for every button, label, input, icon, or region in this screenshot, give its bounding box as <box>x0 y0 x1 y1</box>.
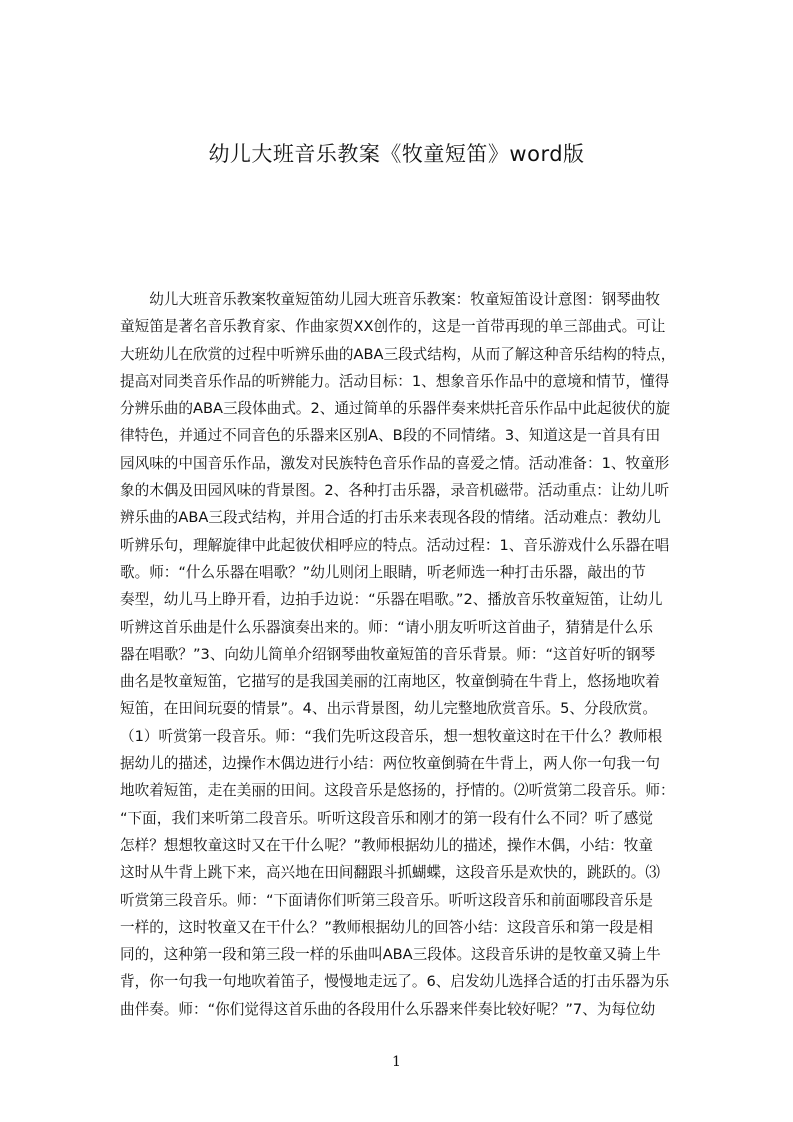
body-text-line: 分辨乐曲的ABA三段体曲式。2、通过简单的乐器伴奏来烘托音乐作品中此起彼伏的旋 <box>120 400 671 418</box>
body-text-line: 怎样？想想牧童这时又在干什么呢？”教师根据幼儿的描述，操作木偶，小结：牧童 <box>120 836 653 854</box>
body-text-line: 曲名是牧童短笛，它描写的是我国美丽的江南地区，牧童倒骑在牛背上，悠扬地吹着 <box>120 673 660 691</box>
body-text-line: 器在唱歌？”3、向幼儿简单介绍钢琴曲牧童短笛的音乐背景。师：“这首好听的钢琴 <box>120 645 656 663</box>
body-text-line: 园风味的中国音乐作品，激发对民族特色音乐作品的喜爱之情。活动准备：1、牧童形 <box>120 454 670 472</box>
body-text-line: 短笛，在田间玩耍的情景”。4、出示背景图，幼儿完整地欣赏音乐。5、分段欣赏。 <box>120 700 657 718</box>
body-text-line: （1）听赏第一段音乐。师：“我们先听这段音乐，想一想牧童这时在干什么？教师根 <box>120 727 663 745</box>
body-text-line: 辨乐曲的ABA三段式结构，并用合适的打击乐来表现各段的情绪。活动难点：教幼儿 <box>120 509 661 527</box>
body-text-line: 律特色，并通过不同音色的乐器来区别A、B段的不同情绪。3、知道这是一首具有田 <box>120 427 661 445</box>
body-text-line: 童短笛是著名音乐教育家、作曲家贺XX创作的，这是一首带再现的单三部曲式。可让 <box>120 318 666 336</box>
body-text-line: 背，你一句我一句地吹着笛子，慢慢地走远了。6、启发幼儿选择合适的打击乐器为乐 <box>120 973 670 991</box>
body-text-line: 听辨这首乐曲是什么乐器演奏出来的。师：“请小朋友听听这首曲子，猜猜是什么乐 <box>120 618 653 636</box>
body-text-line: 提高对同类音乐作品的听辨能力。活动目标：1、想象音乐作品中的意境和情节，懂得 <box>120 372 670 390</box>
body-text-line: “下面，我们来听第二段音乐。听听这段音乐和刚才的第一段有什么不同？听了感觉 <box>120 809 653 827</box>
body-text-line: 幼儿大班音乐教案牧童短笛幼儿园大班音乐教案：牧童短笛设计意图：钢琴曲牧 <box>120 291 660 308</box>
body-text-line: 象的木偶及田园风味的背景图。2、各种打击乐器，录音机磁带。活动重点：让幼儿听 <box>120 482 670 500</box>
document-title: 幼儿大班音乐教案《牧童短笛》word版 <box>208 142 585 166</box>
body-text-line: 奏型，幼儿马上睁开看，边拍手边说：“乐器在唱歌。”2、播放音乐牧童短笛，让幼儿 <box>120 591 663 609</box>
body-text-line: 歌。师：“什么乐器在唱歌？”幼儿则闭上眼睛，听老师选一种打击乐器，敲出的节 <box>120 563 646 581</box>
body-text-line: 同的，这种第一段和第三段一样的乐曲叫ABA三段体。这段音乐讲的是牧童又骑上牛 <box>120 946 661 964</box>
body-text-line: 这时从牛背上跳下来，高兴地在田间翻跟斗抓蝴蝶，这段音乐是欢快的，跳跃的。⑶ <box>120 864 660 882</box>
body-text-line: 曲伴奏。师：“你们觉得这首乐曲的各段用什么乐器来伴奏比较好呢？”7、为每位幼 <box>120 1000 656 1018</box>
body-text-line: 听赏第三段音乐。师：“下面请你们听第三段音乐。听听这段音乐和前面哪段音乐是 <box>120 891 653 909</box>
body-text-line: 一样的，这时牧童又在干什么？”教师根据幼儿的回答小结：这段音乐和第一段是相 <box>120 918 653 936</box>
document-body <box>120 286 698 1023</box>
page-number: 1 <box>392 1054 401 1070</box>
body-text-line: 地吹着短笛，走在美丽的田间。这段音乐是悠扬的，抒情的。⑵听赏第二段音乐。师： <box>120 782 675 800</box>
body-text-line: 据幼儿的描述，边操作木偶边进行小结：两位牧童倒骑在牛背上，两人你一句我一句 <box>120 755 660 773</box>
body-text-line: 大班幼儿在欣赏的过程中听辨乐曲的ABA三段式结构，从而了解这种音乐结构的特点， <box>120 345 676 363</box>
body-text-line: 听辨乐句，理解旋律中此起彼伏相呼应的特点。活动过程：1、音乐游戏什么乐器在唱 <box>120 536 670 554</box>
